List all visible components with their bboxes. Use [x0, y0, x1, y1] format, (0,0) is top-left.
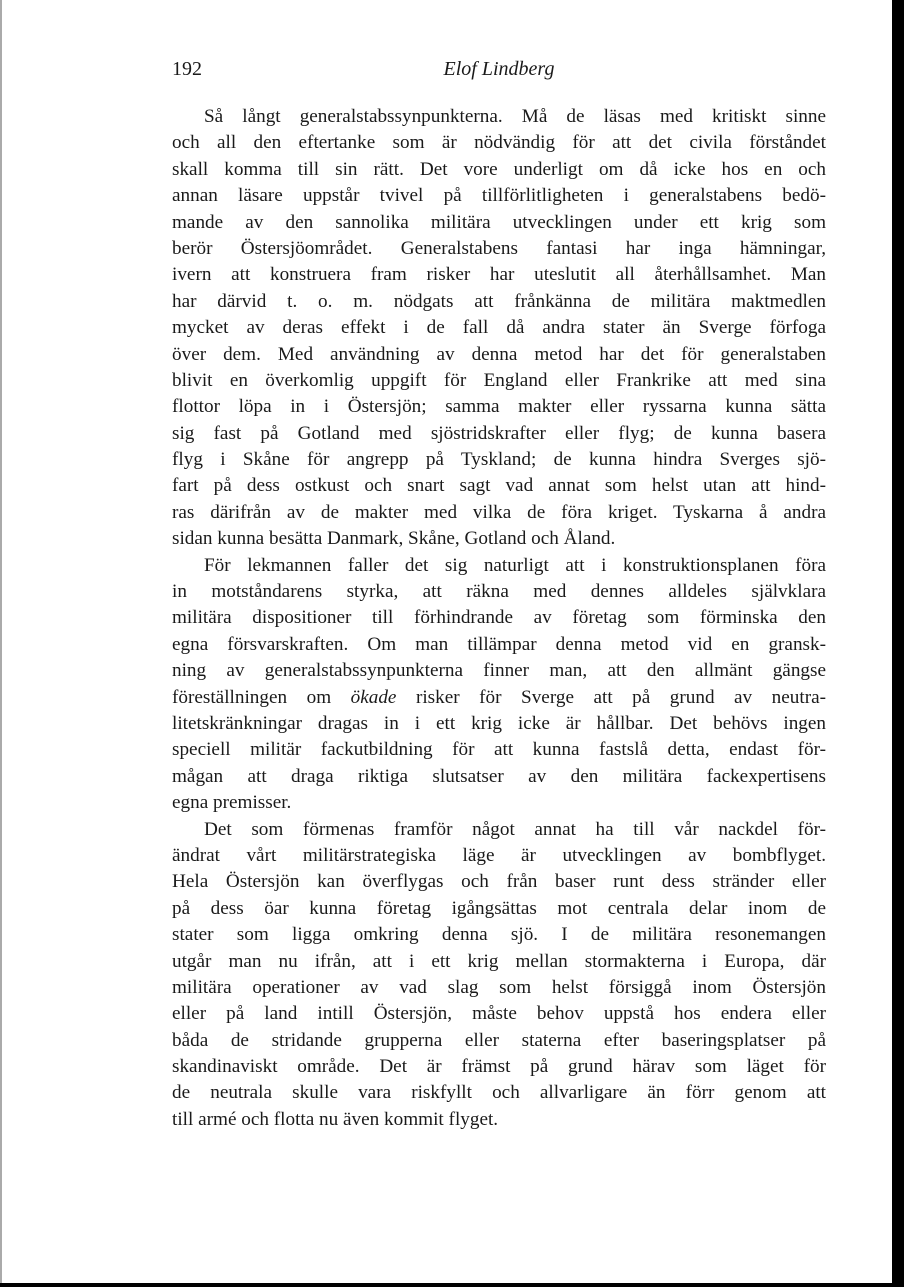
scan-edge-left	[0, 0, 2, 1287]
scan-edge-right	[892, 0, 904, 1287]
scan-edge-bottom	[0, 1283, 904, 1287]
text-line: litetskränkningar dragas in i ett krig icke är hållbar. Det behövs ingen	[172, 712, 826, 734]
text-line: båda de stridande grupperna eller staterna efter baseringsplatser på	[172, 1029, 826, 1051]
text-line: Så långt generalstabssynpunkterna. Må de läsas med kritiskt sinne	[204, 106, 826, 127]
text-line: sig fast på Gotland med sjöstridskrafter eller flyg; de kunna basera	[172, 422, 826, 444]
paragraph-2	[172, 553, 826, 817]
text-line: militära dispositioner till förhindrande av företag som förminska den	[172, 607, 826, 629]
text-line: ning av generalstabssynpunkterna finner man, att den allmänt gängse	[172, 660, 826, 682]
text-line: på dess öar kunna företag igångsättas mot centrala delar inom de	[172, 897, 826, 919]
text-line: utgår man nu ifrån, att i ett krig mellan stormakterna i Europa, där	[172, 950, 826, 972]
text-line: flyg i Skåne för angrepp på Tyskland; de kunna hindra Sverges sjö-	[172, 449, 826, 471]
text-line-with-emphasis	[172, 685, 826, 711]
text-line: eller på land intill Östersjön, måste behov uppstå hos endera eller	[172, 1003, 826, 1025]
text-line: skall komma till sin rätt. Det vore underligt om då icke hos en och	[172, 158, 826, 180]
text-line: och all den eftertanke som är nödvändig för att det civila förståndet	[172, 132, 826, 154]
text-line: För lekmannen faller det sig naturligt att i konstruktionsplanen föra	[204, 554, 826, 576]
text-line: skandinaviskt område. Det är främst på grund härav som läget för	[172, 1056, 826, 1078]
text-line: egna premisser.	[172, 792, 292, 814]
text-line: har därvid t. o. m. nödgats att frånkänna de militära maktmedlen	[172, 290, 826, 312]
body-text	[172, 104, 826, 1133]
text-line: de neutrala skulle vara riskfyllt och allvarligare än förr genom att	[172, 1082, 826, 1104]
paragraph-1	[172, 104, 826, 553]
text-line: in motståndarens styrka, att räkna med dennes alldeles självklara	[172, 581, 826, 603]
text-line: berör Östersjöområdet. Generalstabens fantasi har inga hämningar,	[172, 237, 826, 259]
page-number: 192	[172, 58, 202, 80]
page-header	[172, 58, 826, 86]
text-line: egna försvarskraften. Om man tillämpar denna metod vid en gransk-	[172, 633, 826, 655]
paragraph-3	[172, 817, 826, 1134]
emphasis-word: ökade	[350, 686, 397, 708]
text-line: flottor löpa in i Östersjön; samma makter eller ryssarna kunna sätta	[172, 396, 826, 418]
text-line: Hela Östersjön kan överflygas och från baser runt dess stränder eller	[172, 871, 826, 893]
text-line: mande av den sannolika militära utvecklingen under ett krig som	[172, 211, 826, 233]
text-line: till armé och flotta nu även kommit flyget.	[172, 1108, 499, 1130]
text-line: ras därifrån av de makter med vilka de föra kriget. Tyskarna å andra	[172, 501, 826, 523]
text-line: blivit en överkomlig uppgift för England eller Frankrike att med sina	[172, 369, 826, 391]
text-line: ivern att konstruera fram risker har uteslutit all återhållsamhet. Man	[172, 264, 826, 286]
text-line: mågan att draga riktiga slutsatser av den militära fackexpertisens	[172, 765, 826, 787]
text-line: Det som förmenas framför något annat ha till vår nackdel för-	[204, 818, 826, 840]
text-line: militära operationer av vad slag som helst försiggå inom Östersjön	[172, 976, 826, 998]
text-line: över dem. Med användning av denna metod har det för generalstaben	[172, 343, 826, 365]
text-fragment: risker för Sverge att på grund av neutra-	[396, 686, 826, 708]
text-line: mycket av deras effekt i de fall då andra stater än Sverge förfoga	[172, 317, 826, 339]
text-line: annan läsare uppstår tvivel på tillförlitligheten i generalstabens bedö-	[172, 185, 826, 207]
text-fragment: föreställningen om	[172, 686, 351, 708]
text-line: ändrat vårt militärstrategiska läge är utvecklingen av bombflyget.	[172, 844, 826, 866]
text-line: fart på dess ostkust och snart sagt vad annat som helst utan att hind-	[172, 475, 826, 497]
text-line: sidan kunna besätta Danmark, Skåne, Gotland och Åland.	[172, 528, 616, 550]
text-line: speciell militär fackutbildning för att kunna fastslå detta, endast för-	[172, 739, 826, 761]
running-head: Elof Lindberg	[443, 58, 555, 80]
text-line: stater som ligga omkring denna sjö. I de militära resonemangen	[172, 924, 826, 946]
